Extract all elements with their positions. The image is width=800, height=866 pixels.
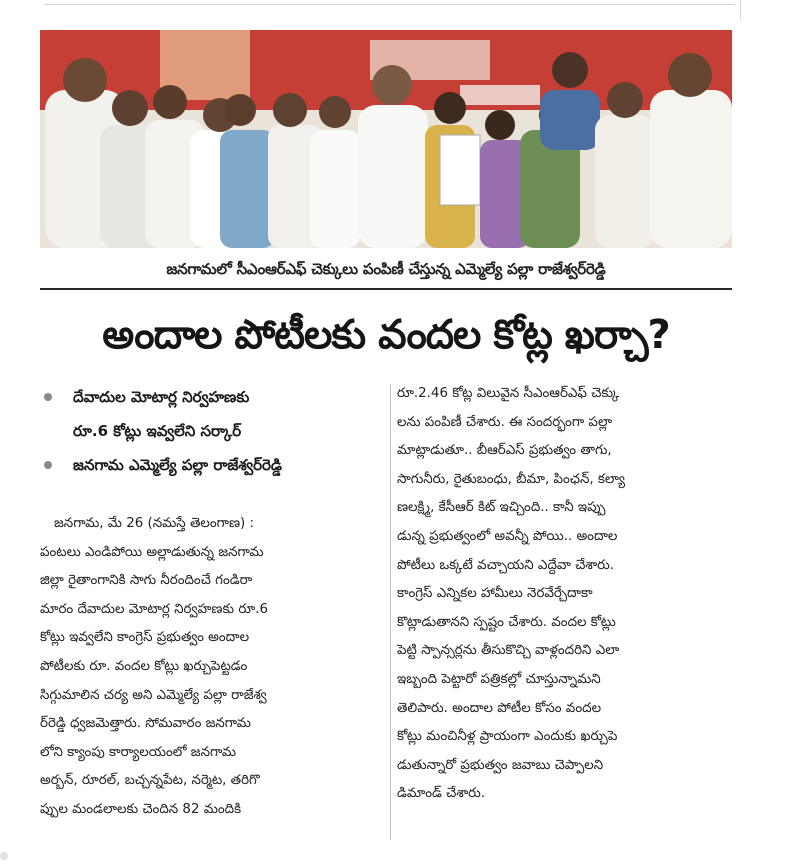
text-line: మారం దేవాదుల మోటార్ల నిర్వహణకు రూ.6 [40, 601, 268, 617]
text-line: తెలిపారు. అందాల పోటీల కోసం వందల [397, 700, 602, 716]
text-line: అర్బన్, రూరల్, బచ్చన్నపేట, నర్మెట, తరిగొ [40, 773, 260, 789]
highlight-item [40, 414, 385, 448]
bullet-icon [44, 393, 52, 401]
text-line: డిమాండ్ చేశారు. [397, 786, 485, 802]
text-line: పోటీలు ఒక్కటే వచ్చాయని ఎద్దేవా చేశారు. [397, 557, 615, 573]
text-line: పోటీలకు రూ. వందల కోట్లు ఖర్చుపెట్టడం [40, 658, 248, 674]
photo-caption: జనగామలో సీఎంఆర్ఎఫ్ చెక్కులు పంపిణీ చేస్తున్న ఎమ్మెల్యే పల్లా రాజేశ్వర్‌రెడ్డి [166, 260, 606, 278]
text-line: లోని క్యాంపు కార్యాలయంలో జనగామ [40, 744, 237, 760]
page-corner-mark [0, 852, 8, 860]
article-left-column [40, 510, 385, 825]
text-line: జనగామ, మే 26 (నమస్తే తెలంగాణ) : [54, 516, 255, 531]
text-line: మాట్లాడుతూ.. బీఆర్ఎస్ ప్రభుత్వం తాగు, [397, 443, 612, 459]
text-line: సిగ్గుమాలిన చర్య అని ఎమ్మెల్యే పల్లా రాజేశ్వ [40, 687, 267, 703]
text-line: ఇబ్బంది పెట్టారో పత్రికల్లో చూస్తున్నామని [397, 671, 601, 687]
text-line: ర్‌రెడ్డి ధ్వజమెత్తారు. సోమవారం జనగామ [40, 716, 251, 732]
right-rule [740, 0, 741, 20]
top-rule [45, 4, 735, 5]
text-line: కోట్లు ఇవ్వలేని కాంగ్రెస్ ప్రభుత్వం అందాల [40, 630, 250, 646]
text-line: సాగునీరు, రైతుబంధు, బీమా, పింఛన్, కల్యా [397, 471, 626, 487]
text-line: లను పంపిణీ చేశారు. ఈ సందర్భంగా పల్లా [397, 414, 612, 430]
highlights [40, 380, 385, 482]
text-line: డుతున్నారో ప్రభుత్వం జవాబు చెప్పాలని [397, 757, 604, 773]
text-line: డున్న ప్రభుత్వంలో అవన్నీ పోయి.. అందాల [397, 528, 618, 544]
text-line: జిల్లా రైతాంగానికి సాగు నీరందించే గండిరా [40, 573, 253, 589]
headline: అందాల పోటీలకు వందల కోట్ల ఖర్చా? [102, 312, 670, 358]
news-photo [40, 30, 732, 248]
highlight-text: రూ.6 కోట్లు ఇవ్వలేని సర్కార్ [73, 422, 242, 440]
group-photo-icon [40, 30, 732, 248]
column-divider [390, 384, 391, 840]
text-line: ప్పుల మండలాలకు చెందిన 82 మందికి [40, 801, 242, 817]
text-line: కొట్లాడుతానని స్పష్టం చేశారు. వందల కోట్లు [397, 614, 616, 630]
article-right-column [397, 380, 742, 809]
text-line: పంటలు ఎండిపోయి అల్లాడుతున్న జనగామ [40, 544, 264, 560]
highlight-item [40, 380, 385, 414]
text-line: ణలక్ష్మి, కేసీఆర్ కిట్ ఇచ్చింది.. కానీ ఇప్పు [397, 500, 606, 516]
highlight-text: జనగామ ఎమ్మెల్యే పల్లా రాజేశ్వర్‌రెడ్డి [73, 456, 282, 474]
text-line: కోట్లు మంచినీళ్ల ప్రాయంగా ఎందుకు ఖర్చుపె [397, 729, 618, 745]
caption-divider [40, 288, 732, 290]
text-line: కాంగ్రెస్ ఎన్నికల హామీలు నెరవేర్చేదాకా [397, 586, 593, 602]
highlight-text: దేవాదుల మోటార్ల నిర్వహణకు [73, 388, 250, 406]
highlight-item [40, 448, 385, 482]
text-line: రూ.2.46 కోట్ల విలువైన సీఎంఆర్ఎఫ్ చెక్కు [397, 386, 620, 401]
text-line: పెట్టి స్పాన్సర్లను తీసుకొచ్చి వాళ్లందరిని ఎలా [397, 643, 620, 659]
bullet-icon [44, 461, 52, 469]
